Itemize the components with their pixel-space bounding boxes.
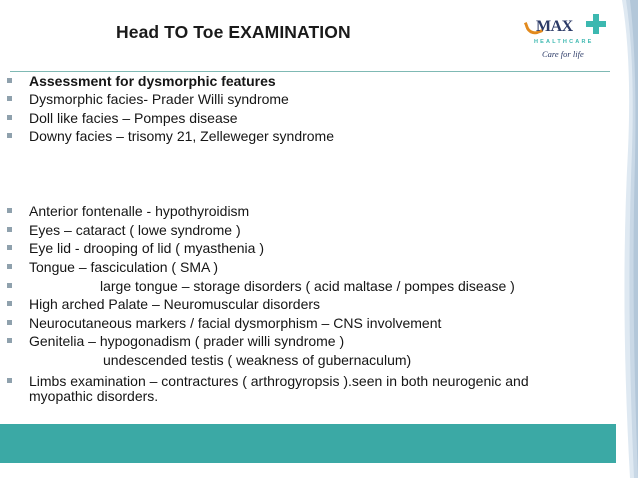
bullet-marker: [7, 78, 12, 83]
bullet-marker: [7, 283, 12, 288]
list-item: Eye lid - drooping of lid ( myasthenia ): [29, 240, 264, 256]
bullet-marker: [7, 301, 12, 306]
bullet-marker: [7, 378, 12, 383]
bullet-marker: [7, 208, 12, 213]
list-item: Anterior fontenalle - hypothyroidism: [29, 203, 250, 219]
bullet-marker: [7, 133, 12, 138]
list-item-continuation: myopathic disorders.: [29, 388, 159, 404]
list-item: Eyes – cataract ( lowe syndrome ): [29, 222, 241, 238]
footer-band: [0, 424, 624, 463]
bullet-marker: [7, 320, 12, 325]
header-divider: [10, 71, 610, 72]
medical-cross-icon: [586, 14, 606, 34]
bullet-marker: [7, 338, 12, 343]
list-item: large tongue – storage disorders ( acid maltase / pompes disease ): [100, 278, 515, 294]
list-item: Dysmorphic facies- Prader Willi syndrome: [29, 91, 289, 107]
list-item: Assessment for dysmorphic features: [29, 73, 276, 89]
decorative-edge: [616, 0, 638, 478]
logo-brand-text: MAX: [536, 18, 573, 35]
logo-subtitle: HEALTHCARE: [534, 39, 594, 45]
list-item: Neurocutaneous markers / facial dysmorphism – CNS involvement: [29, 315, 442, 331]
slide-title: Head TO Toe EXAMINATION: [116, 22, 351, 42]
list-item: Tongue – fasciculation ( SMA ): [29, 259, 219, 275]
bullet-marker: [7, 264, 12, 269]
list-item: Doll like facies – Pompes disease: [29, 110, 238, 126]
list-item: Downy facies – trisomy 21, Zelleweger syndrome: [29, 128, 335, 144]
max-healthcare-logo: [522, 12, 612, 66]
bullet-marker: [7, 115, 12, 120]
logo-tagline: Care for life: [542, 49, 584, 59]
list-item: Limbs examination – contractures ( arthrogyropsis ).seen in both neurogenic and: [29, 373, 529, 389]
list-item: High arched Palate – Neuromuscular disorders: [29, 296, 321, 312]
list-item-continuation: undescended testis ( weakness of gubernaculum): [103, 352, 412, 368]
bullet-marker: [7, 96, 12, 101]
list-item: Genitelia – hypogonadism ( prader willi syndrome ): [29, 333, 345, 349]
bullet-marker: [7, 245, 12, 250]
bullet-marker: [7, 227, 12, 232]
